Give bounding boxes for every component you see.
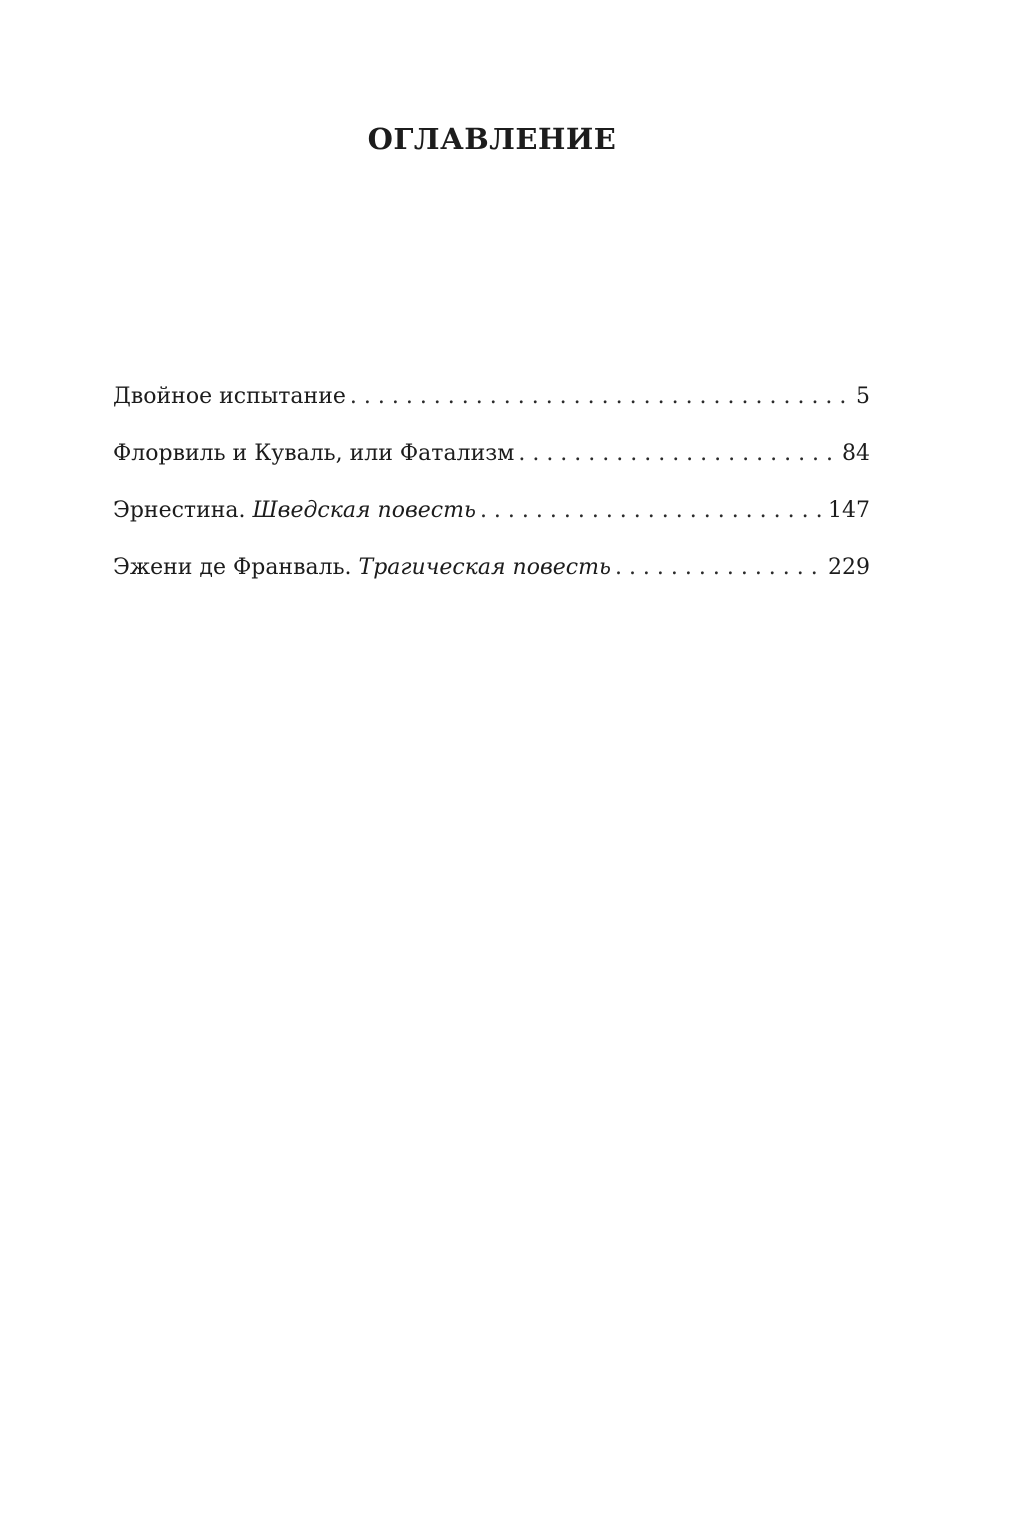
toc-entry bbox=[113, 496, 870, 553]
toc-entry-page-number: 147 bbox=[828, 498, 870, 523]
dot-leader bbox=[518, 439, 838, 469]
toc-heading: ОГЛАВЛЕНИЕ bbox=[367, 122, 617, 156]
toc-entry-subtitle: Трагическая повесть bbox=[358, 555, 611, 580]
toc-entry-title: Эрнестина. Шведская повесть bbox=[113, 498, 476, 523]
toc-list bbox=[113, 382, 870, 610]
toc-entry bbox=[113, 439, 870, 496]
toc-entry bbox=[113, 553, 870, 610]
toc-entry-title: Флорвиль и Куваль, или Фатализм bbox=[113, 441, 515, 466]
toc-entry-page-number: 5 bbox=[856, 384, 870, 409]
toc-entry-title: Эжени де Франваль. Трагическая повесть bbox=[113, 555, 611, 580]
dot-leader bbox=[480, 496, 824, 526]
toc-entry-page-number: 84 bbox=[842, 441, 870, 466]
toc-entry-title: Двойное испытание bbox=[113, 384, 346, 409]
dot-leader bbox=[350, 382, 852, 412]
toc-entry bbox=[113, 382, 870, 439]
toc-entry-subtitle: Шведская повесть bbox=[252, 498, 476, 523]
toc-entry-page-number: 229 bbox=[828, 555, 870, 580]
dot-leader bbox=[615, 553, 824, 583]
